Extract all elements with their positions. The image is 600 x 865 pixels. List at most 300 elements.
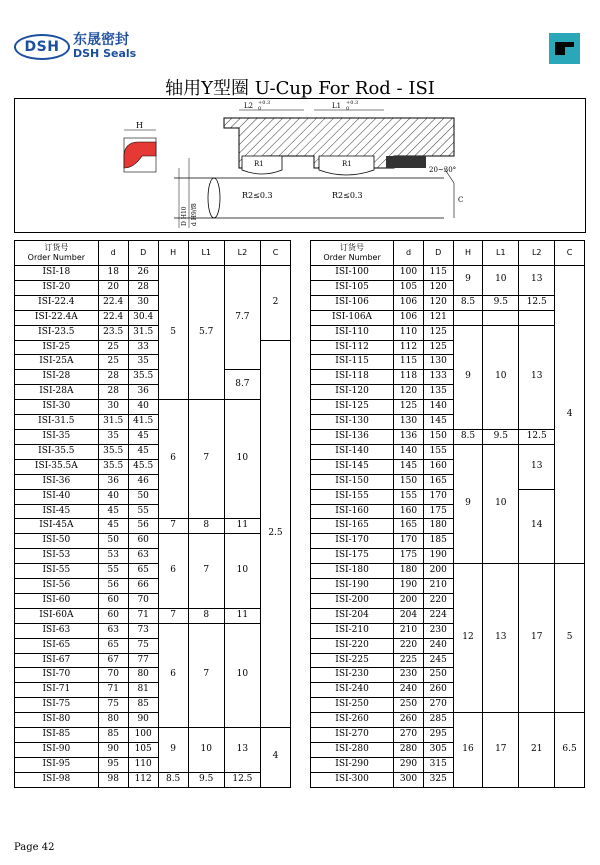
d-cell: 170 — [394, 534, 424, 549]
bore-d-cell: 245 — [423, 653, 453, 668]
order-number-cell: ISI-40 — [15, 489, 99, 504]
d-cell: 145 — [394, 459, 424, 474]
order-number-cell: ISI-220 — [311, 638, 394, 653]
brand-logo — [14, 33, 136, 61]
l2-cell: 12.5 — [519, 429, 555, 444]
order-number-cell: ISI-204 — [311, 608, 394, 623]
order-number-cell: ISI-250 — [311, 698, 394, 713]
bore-d-cell: 45.5 — [128, 459, 158, 474]
bore-d-cell: 115 — [423, 266, 453, 281]
order-number-cell: ISI-230 — [311, 668, 394, 683]
order-number-cell: ISI-170 — [311, 534, 394, 549]
l1-cell: 7 — [188, 400, 224, 519]
d-cell: 136 — [394, 429, 424, 444]
order-number-cell: ISI-210 — [311, 623, 394, 638]
d-cell: 112 — [394, 340, 424, 355]
order-number-cell: ISI-115 — [311, 355, 394, 370]
dim-l2-tol: +0.3 — [258, 100, 271, 106]
d-cell: 280 — [394, 743, 424, 758]
col-header-c: C — [260, 241, 290, 266]
d-cell: 290 — [394, 757, 424, 772]
d-cell: 25 — [98, 340, 128, 355]
bore-d-cell: 26 — [128, 266, 158, 281]
d-cell: 125 — [394, 400, 424, 415]
h-cell: 6 — [158, 623, 188, 727]
l2-cell: 17 — [519, 564, 555, 713]
bore-d-cell: 112 — [128, 772, 158, 787]
order-number-cell: ISI-55 — [15, 564, 99, 579]
l1-cell: 5.7 — [188, 266, 224, 400]
col-header-d: d — [98, 241, 128, 266]
d-cell: 20 — [98, 280, 128, 295]
bore-d-cell: 185 — [423, 534, 453, 549]
bore-d-cell: 210 — [423, 579, 453, 594]
h-cell: 16 — [453, 713, 483, 788]
bore-d-cell: 120 — [423, 295, 453, 310]
d-cell: 90 — [98, 743, 128, 758]
bore-d-cell: 150 — [423, 429, 453, 444]
d-cell: 23.5 — [98, 325, 128, 340]
l2-cell: 11 — [224, 519, 260, 534]
d-cell: 71 — [98, 683, 128, 698]
d-cell: 18 — [98, 266, 128, 281]
bore-d-cell: 100 — [128, 728, 158, 743]
page-number: Page 42 — [14, 842, 55, 853]
d-cell: 106 — [394, 295, 424, 310]
order-number-cell: ISI-36 — [15, 474, 99, 489]
l2-cell: 13 — [519, 325, 555, 429]
order-number-cell: ISI-23.5 — [15, 325, 99, 340]
col-header-h: H — [453, 241, 483, 266]
l1-cell: 8 — [188, 608, 224, 623]
d-cell: 130 — [394, 415, 424, 430]
order-number-cell: ISI-67 — [15, 653, 99, 668]
spec-table-left — [14, 240, 291, 788]
d-cell: 180 — [394, 564, 424, 579]
d-rod-tol-label: d H9/f8 — [191, 203, 198, 226]
d-cell: 175 — [394, 549, 424, 564]
c-cell: 4 — [260, 728, 290, 788]
d-cell: 115 — [394, 355, 424, 370]
bore-d-cell: 325 — [423, 772, 453, 787]
order-number-cell: ISI-190 — [311, 579, 394, 594]
table-row — [311, 713, 585, 728]
bore-d-cell: 85 — [128, 698, 158, 713]
bore-d-cell: 33 — [128, 340, 158, 355]
d-cell: 140 — [394, 444, 424, 459]
bore-d-cell: 170 — [423, 489, 453, 504]
col-header-l1: L1 — [483, 241, 519, 266]
l2-cell: 8.7 — [224, 370, 260, 400]
bore-d-cell: 133 — [423, 370, 453, 385]
bore-d-cell: 200 — [423, 564, 453, 579]
l1-cell: 9.5 — [188, 772, 224, 787]
order-number-cell: ISI-280 — [311, 743, 394, 758]
d-cell: 118 — [394, 370, 424, 385]
d-cell: 35 — [98, 429, 128, 444]
d-cell: 210 — [394, 623, 424, 638]
bore-d-cell: 46 — [128, 474, 158, 489]
bore-d-cell: 140 — [423, 400, 453, 415]
table-row — [15, 623, 291, 638]
h-cell: 6 — [158, 534, 188, 609]
col-header-d: d — [394, 241, 424, 266]
col-header-order: 订货号 Order Number — [15, 241, 99, 266]
order-number-cell: ISI-225 — [311, 653, 394, 668]
d-cell: 60 — [98, 608, 128, 623]
l2-cell: 14 — [519, 489, 555, 564]
d-cell: 45 — [98, 504, 128, 519]
bore-d-cell: 130 — [423, 355, 453, 370]
order-number-cell: ISI-80 — [15, 713, 99, 728]
col-header-c: C — [555, 241, 585, 266]
table-row — [311, 489, 585, 504]
l1-cell: 7 — [188, 623, 224, 727]
bore-d-cell: 295 — [423, 728, 453, 743]
order-number-cell: ISI-106 — [311, 295, 394, 310]
table-row — [15, 370, 291, 385]
h-cell: 8.5 — [453, 429, 483, 444]
l1-cell: 10 — [483, 444, 519, 563]
c-cell: 5 — [555, 564, 585, 713]
order-number-cell: ISI-240 — [311, 683, 394, 698]
order-number-cell: ISI-50 — [15, 534, 99, 549]
bore-d-cell: 30 — [128, 295, 158, 310]
table-header-row — [15, 241, 291, 266]
d-cell: 204 — [394, 608, 424, 623]
logo-cn: 东晟密封 — [73, 32, 129, 48]
d-cell: 150 — [394, 474, 424, 489]
h-cell: 9 — [453, 444, 483, 563]
bore-d-cell: 90 — [128, 713, 158, 728]
d-cell: 65 — [98, 638, 128, 653]
c-cell: 6.5 — [555, 713, 585, 788]
order-number-cell: ISI-31.5 — [15, 415, 99, 430]
d-cell: 25 — [98, 355, 128, 370]
bore-d-cell: 50 — [128, 489, 158, 504]
bore-d-cell: 73 — [128, 623, 158, 638]
table-row — [15, 519, 291, 534]
bore-d-cell: 60 — [128, 534, 158, 549]
logo-en: DSH Seals — [73, 47, 137, 60]
d-cell: 155 — [394, 489, 424, 504]
bore-d-cell: 70 — [128, 593, 158, 608]
rod-seal-category-icon — [549, 33, 580, 64]
col-header-l2: L2 — [224, 241, 260, 266]
l2-cell: 13 — [519, 266, 555, 296]
order-number-cell: ISI-95 — [15, 757, 99, 772]
table-header-row — [311, 241, 585, 266]
d-cell: 40 — [98, 489, 128, 504]
dim-l1-tol: +0.3 — [346, 100, 359, 106]
d-cell: 300 — [394, 772, 424, 787]
bore-d-cell: 125 — [423, 340, 453, 355]
order-number-cell: ISI-60 — [15, 593, 99, 608]
h-cell — [453, 310, 483, 325]
order-number-cell: ISI-110 — [311, 325, 394, 340]
bore-d-cell: 35.5 — [128, 370, 158, 385]
l1-cell: 17 — [483, 713, 519, 788]
l1-cell: 9.5 — [483, 429, 519, 444]
d-cell: 240 — [394, 683, 424, 698]
order-number-cell: ISI-145 — [311, 459, 394, 474]
bore-d-cell: 30.4 — [128, 310, 158, 325]
l1-cell: 13 — [483, 564, 519, 713]
order-number-cell: ISI-112 — [311, 340, 394, 355]
bore-d-cell: 240 — [423, 638, 453, 653]
l2-cell: 12.5 — [224, 772, 260, 787]
order-number-cell: ISI-200 — [311, 593, 394, 608]
bore-d-cell: 77 — [128, 653, 158, 668]
page-title: 轴用Y型圈 U-Cup For Rod - ISI — [165, 78, 435, 99]
d-cell: 36 — [98, 474, 128, 489]
bore-d-cell: 160 — [423, 459, 453, 474]
r1-label-a: R1 — [254, 160, 264, 168]
order-number-cell: ISI-98 — [15, 772, 99, 787]
d-cell: 30 — [98, 400, 128, 415]
order-number-cell: ISI-56 — [15, 579, 99, 594]
bore-d-cell: 105 — [128, 743, 158, 758]
order-number-cell: ISI-100 — [311, 266, 394, 281]
l1-cell: 10 — [483, 325, 519, 429]
d-cell: 106 — [394, 310, 424, 325]
r2-label-b: R2≤0.3 — [332, 191, 363, 200]
order-number-cell: ISI-71 — [15, 683, 99, 698]
order-number-cell: ISI-53 — [15, 549, 99, 564]
table-row — [15, 534, 291, 549]
order-number-cell: ISI-125 — [311, 400, 394, 415]
d-cell: 56 — [98, 579, 128, 594]
chamfer-c-label: C — [458, 196, 464, 204]
d-cell: 105 — [394, 280, 424, 295]
bore-d-cell: 45 — [128, 429, 158, 444]
table-row — [15, 772, 291, 787]
d-cell: 31.5 — [98, 415, 128, 430]
table-row — [311, 444, 585, 459]
bore-d-cell: 285 — [423, 713, 453, 728]
bore-d-cell: 63 — [128, 549, 158, 564]
order-number-cell: ISI-35 — [15, 429, 99, 444]
l2-cell: 10 — [224, 400, 260, 519]
order-number-cell: ISI-18 — [15, 266, 99, 281]
bore-d-cell: 260 — [423, 683, 453, 698]
bore-d-cell: 121 — [423, 310, 453, 325]
d-cell: 22.4 — [98, 295, 128, 310]
table-row — [311, 429, 585, 444]
bore-d-cell: 135 — [423, 385, 453, 400]
d-cell: 190 — [394, 579, 424, 594]
bore-d-cell: 31.5 — [128, 325, 158, 340]
order-number-cell: ISI-22.4A — [15, 310, 99, 325]
d-cell: 63 — [98, 623, 128, 638]
order-number-cell: ISI-105 — [311, 280, 394, 295]
order-number-cell: ISI-45 — [15, 504, 99, 519]
order-number-cell: ISI-90 — [15, 743, 99, 758]
l2-cell: 21 — [519, 713, 555, 788]
l2-cell: 13 — [519, 444, 555, 489]
bore-d-cell: 65 — [128, 564, 158, 579]
h-cell: 7 — [158, 519, 188, 534]
bore-d-cell: 165 — [423, 474, 453, 489]
order-number-cell: ISI-65 — [15, 638, 99, 653]
d-cell: 225 — [394, 653, 424, 668]
bore-d-cell: 155 — [423, 444, 453, 459]
order-number-cell: ISI-35.5A — [15, 459, 99, 474]
table-row — [311, 295, 585, 310]
dim-l1-tol-low: 0 — [346, 106, 350, 112]
order-number-cell: ISI-85 — [15, 728, 99, 743]
bore-d-cell: 120 — [423, 280, 453, 295]
d-cell: 35.5 — [98, 444, 128, 459]
bore-d-cell: 230 — [423, 623, 453, 638]
order-number-cell: ISI-140 — [311, 444, 394, 459]
order-number-cell: ISI-300 — [311, 772, 394, 787]
h-cell: 8.5 — [158, 772, 188, 787]
h-cell: 7 — [158, 608, 188, 623]
d-cell: 250 — [394, 698, 424, 713]
bore-d-cell: 305 — [423, 743, 453, 758]
col-header-l2: L2 — [519, 241, 555, 266]
order-number-cell: ISI-63 — [15, 623, 99, 638]
col-header-d: D — [423, 241, 453, 266]
table-row — [311, 325, 585, 340]
order-number-cell: ISI-160 — [311, 504, 394, 519]
table-row — [15, 608, 291, 623]
l1-cell: 10 — [188, 728, 224, 773]
l1-cell: 10 — [483, 266, 519, 296]
table-row — [15, 728, 291, 743]
r2-label-a: R2≤0.3 — [242, 191, 273, 200]
d-cell: 28 — [98, 370, 128, 385]
bore-d-cell: 55 — [128, 504, 158, 519]
table-row — [311, 266, 585, 281]
d-cell: 53 — [98, 549, 128, 564]
d-cell: 67 — [98, 653, 128, 668]
d-cell: 260 — [394, 713, 424, 728]
c-cell: 2.5 — [260, 340, 290, 728]
order-number-cell: ISI-28 — [15, 370, 99, 385]
d-cell: 80 — [98, 713, 128, 728]
angle-label: 20~30° — [429, 166, 457, 174]
bore-d-cell: 36 — [128, 385, 158, 400]
d-cell: 220 — [394, 638, 424, 653]
order-number-cell: ISI-290 — [311, 757, 394, 772]
dim-h-label: H — [136, 121, 143, 130]
l2-cell: 11 — [224, 608, 260, 623]
bore-d-cell: 66 — [128, 579, 158, 594]
order-number-cell: ISI-106A — [311, 310, 394, 325]
order-number-cell: ISI-175 — [311, 549, 394, 564]
order-number-cell: ISI-150 — [311, 474, 394, 489]
d-cell: 35.5 — [98, 459, 128, 474]
h-cell: 9 — [158, 728, 188, 773]
bore-d-cell: 75 — [128, 638, 158, 653]
l1-cell: 7 — [188, 534, 224, 609]
order-number-cell: ISI-20 — [15, 280, 99, 295]
bore-d-cell: 28 — [128, 280, 158, 295]
order-number-cell: ISI-60A — [15, 608, 99, 623]
d-cell: 200 — [394, 593, 424, 608]
d-cell: 98 — [98, 772, 128, 787]
table-row — [15, 266, 291, 281]
c-cell: 2 — [260, 266, 290, 341]
col-header-l1: L1 — [188, 241, 224, 266]
d-cell: 55 — [98, 564, 128, 579]
groove-drawing — [14, 98, 586, 233]
bore-d-cell: 220 — [423, 593, 453, 608]
bore-d-cell: 270 — [423, 698, 453, 713]
bore-d-cell: 145 — [423, 415, 453, 430]
h-cell: 9 — [453, 325, 483, 429]
bore-d-cell: 224 — [423, 608, 453, 623]
d-cell: 270 — [394, 728, 424, 743]
order-number-cell: ISI-270 — [311, 728, 394, 743]
d-cell: 110 — [394, 325, 424, 340]
bore-d-cell: 40 — [128, 400, 158, 415]
bore-d-cell: 250 — [423, 668, 453, 683]
order-number-cell: ISI-118 — [311, 370, 394, 385]
bore-d-cell: 41.5 — [128, 415, 158, 430]
l1-cell: 8 — [188, 519, 224, 534]
order-number-cell: ISI-155 — [311, 489, 394, 504]
bore-d-cell: 45 — [128, 444, 158, 459]
h-cell: 12 — [453, 564, 483, 713]
order-number-cell: ISI-136 — [311, 429, 394, 444]
l2-cell: 7.7 — [224, 266, 260, 370]
table-row — [311, 564, 585, 579]
l1-cell: 9.5 — [483, 295, 519, 310]
r1-label-b: R1 — [342, 160, 352, 168]
bore-d-cell: 180 — [423, 519, 453, 534]
order-number-cell: ISI-30 — [15, 400, 99, 415]
order-number-cell: ISI-165 — [311, 519, 394, 534]
d-cell: 120 — [394, 385, 424, 400]
table-row — [311, 310, 585, 325]
d-cell: 60 — [98, 593, 128, 608]
bore-d-cell: 71 — [128, 608, 158, 623]
order-number-cell: ISI-260 — [311, 713, 394, 728]
d-cell: 70 — [98, 668, 128, 683]
col-header-order: 订货号 Order Number — [311, 241, 394, 266]
bore-d-cell: 35 — [128, 355, 158, 370]
d-cell: 28 — [98, 385, 128, 400]
bore-d-cell: 80 — [128, 668, 158, 683]
d-cell: 165 — [394, 519, 424, 534]
d-bore-tol-label: D H10 — [181, 206, 188, 226]
order-number-cell: ISI-120 — [311, 385, 394, 400]
order-number-cell: ISI-70 — [15, 668, 99, 683]
logo-wordmark — [73, 33, 136, 61]
bore-d-cell: 81 — [128, 683, 158, 698]
c-cell: 4 — [555, 266, 585, 564]
d-cell: 50 — [98, 534, 128, 549]
dim-l2-tol-low: 0 — [258, 106, 262, 112]
h-cell: 9 — [453, 266, 483, 296]
order-number-cell: ISI-130 — [311, 415, 394, 430]
spec-table-right — [310, 240, 585, 788]
col-header-d: D — [128, 241, 158, 266]
h-cell: 8.5 — [453, 295, 483, 310]
bore-d-cell: 175 — [423, 504, 453, 519]
order-number-cell: ISI-180 — [311, 564, 394, 579]
order-number-cell: ISI-25 — [15, 340, 99, 355]
order-number-cell: ISI-25A — [15, 355, 99, 370]
bore-d-cell: 110 — [128, 757, 158, 772]
bore-d-cell: 125 — [423, 325, 453, 340]
bore-d-cell: 190 — [423, 549, 453, 564]
col-header-h: H — [158, 241, 188, 266]
l2-cell: 10 — [224, 534, 260, 609]
